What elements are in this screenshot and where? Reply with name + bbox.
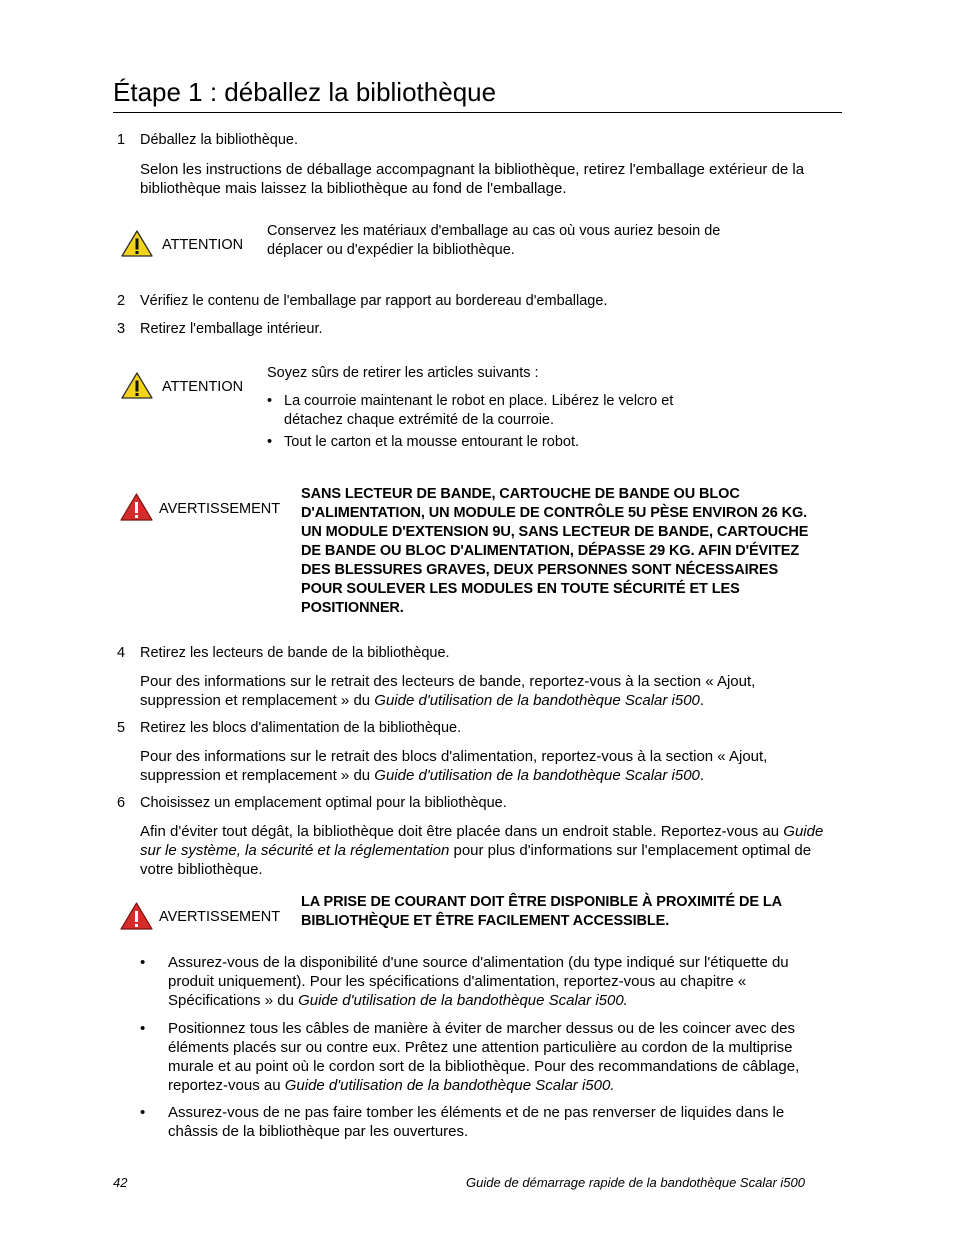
attention-label: ATTENTION: [162, 379, 244, 395]
step-2-number: 2: [117, 293, 126, 309]
step-1-text: Déballez la bibliothèque.: [140, 132, 299, 148]
guide-reference: Guide sur le système, la sécurité et la réglementation: [140, 823, 824, 859]
step-5-paragraph: Pour des informations sur le retrait des blocs d'alimentation, reportez-vous à la section « Ajout, suppression et remplacement » du Guide d'utilisation de la bandothèque Scalar i500.: [140, 748, 768, 784]
step-6-number: 6: [117, 795, 126, 811]
warning-message: LA PRISE DE COURANT DOIT ÊTRE DISPONIBLE À PROXIMITÉ DE LA BIBLIOTHÈQUE ET ÊTRE FACILEMENT ACCESSIBLE.: [301, 894, 782, 929]
warning-message: SANS LECTEUR DE BANDE, CARTOUCHE DE BANDE OU BLOC D'ALIMENTATION, UN MODULE DE CONTRÔLE 5U PÈSE ENVIRON 26 KG. UN MODULE D'EXTENSION 9U, SANS LECTEUR DE BANDE, CARTOUCHE DE BANDE OU BLOC D'ALIMENTATION, DÉPASSE 29 KG. AFIN D'ÉVITEZ DES BLESSURES GRAVES, DEUX PERSONNES SONT NÉCESSAIRES POUR SOULEVER LES MODULES EN TOUTE SÉCURITÉ ET LES POSITIONNER.: [301, 486, 809, 616]
step-1-number: 1: [117, 132, 126, 148]
attention-message: Conservez les matériaux d'emballage au cas où vous auriez besoin de déplacer ou d'expédier la bibliothèque.: [267, 223, 721, 258]
list-item: Positionnez tous les câbles de manière à éviter de marcher dessus ou de les coincer avec des éléments placés sur ou contre eux. Prêtez une attention particulière au cordon de la multiprise murale et au point où le cordon sort de la bibliothèque. Pour des recommandations de câblage, reportez-vous au Guide d'utilisation de la bandothèque Scalar i500.: [168, 1020, 800, 1094]
guide-reference: Guide d'utilisation de la bandothèque Scalar i500.: [298, 992, 628, 1009]
guide-reference: Guide d'utilisation de la bandothèque Scalar i500: [374, 767, 700, 784]
warning-triangle-icon: [120, 493, 153, 521]
list-item: • Tout le carton et la mousse entourant le robot.: [267, 434, 580, 450]
guide-reference: Guide d'utilisation de la bandothèque Scalar i500: [374, 692, 700, 709]
page-number: 42: [113, 1175, 128, 1190]
step-4-text: Retirez les lecteurs de bande de la bibliothèque.: [140, 645, 450, 661]
attention-intro: Soyez sûrs de retirer les articles suivants :: [267, 365, 539, 381]
bullet-dot: •: [140, 1020, 146, 1037]
step-3-number: 3: [117, 321, 126, 337]
step-5-text: Retirez les blocs d'alimentation de la bibliothèque.: [140, 720, 462, 736]
step-6-text: Choisissez un emplacement optimal pour la bibliothèque.: [140, 795, 507, 811]
caution-triangle-icon: [121, 230, 153, 257]
attention-item-list: [267, 392, 724, 452]
footer-title: Guide de démarrage rapide de la bandothèque Scalar i500: [466, 1175, 805, 1190]
step-4-number: 4: [117, 645, 126, 661]
step-5-number: 5: [117, 720, 126, 736]
step-3-text: Retirez l'emballage intérieur.: [140, 321, 323, 337]
guide-reference: Guide d'utilisation de la bandothèque Scalar i500.: [284, 1077, 615, 1094]
step-1-paragraph: Selon les instructions de déballage accompagnant la bibliothèque, retirez l'emballage extérieur de la bibliothèque mais laissez la bibliothèque au fond de l'emballage.: [140, 161, 805, 197]
title-rule: [113, 112, 842, 113]
warning-label: AVERTISSEMENT: [159, 909, 281, 925]
warning-label: AVERTISSEMENT: [159, 501, 281, 517]
page-title: Étape 1 : déballez la bibliothèque: [113, 77, 497, 107]
list-item: Assurez-vous de la disponibilité d'une source d'alimentation (du type indiqué sur l'étiquette du produit uniquement). Pour les spécifications d'alimentation, reportez-vous au chapitre « Spécifications » du Guide d'utilisation de la bandothèque Scalar i500.: [168, 954, 789, 1009]
attention-label: ATTENTION: [162, 237, 244, 253]
step-2-text: Vérifiez le contenu de l'emballage par rapport au bordereau d'emballage.: [140, 293, 608, 309]
bullet-dot: •: [140, 1104, 146, 1121]
bullet-dot: •: [140, 954, 146, 971]
caution-triangle-icon: [121, 372, 153, 399]
step-4-paragraph: Pour des informations sur le retrait des lecteurs de bande, reportez-vous à la section « Ajout, suppression et remplacement » du Guide d'utilisation de la bandothèque Scalar i500.: [140, 673, 756, 709]
list-item: • La courroie maintenant le robot en place. Libérez le velcro et détachez chaque extrémité de la courroie.: [267, 393, 674, 428]
warning-triangle-icon: [120, 902, 153, 930]
step-6-paragraph: Afin d'éviter tout dégât, la bibliothèque doit être placée dans un endroit stable. Reportez-vous au Guide sur le système, la sécurité et la réglementation pour plus d'informations sur l'emplacement optimal de votre bibliothèque.: [140, 823, 824, 878]
list-item: Assurez-vous de ne pas faire tomber les éléments et de ne pas renverser de liquides dans le châssis de la bibliothèque par les ouvertures.: [168, 1104, 785, 1140]
